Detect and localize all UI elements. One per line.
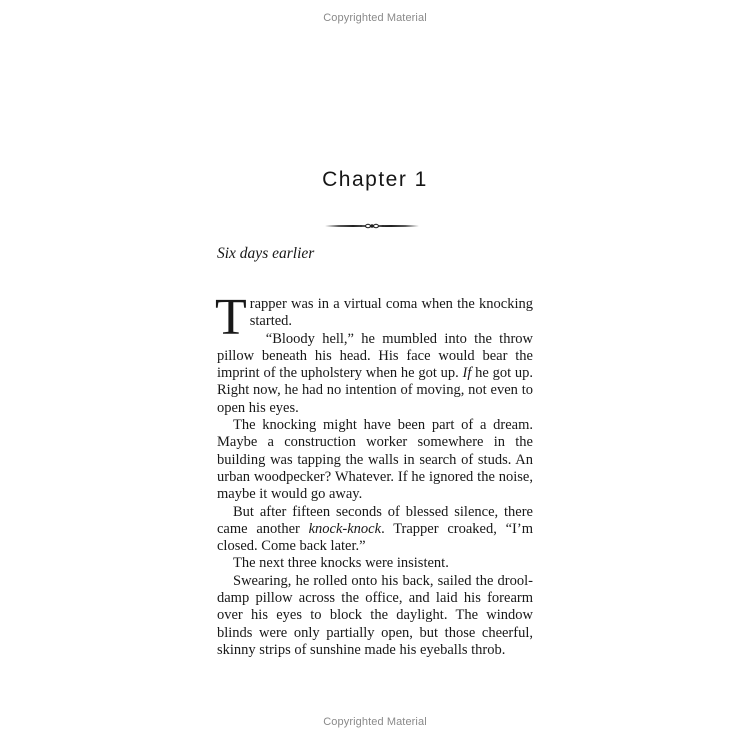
paragraph-4 <box>217 504 533 556</box>
paragraph-2-text: “Bloody hell,” he mumbled into the throw pillow beneath his head. His face would bear the imprint of the upholstery when he got up. <box>217 330 533 382</box>
paragraph-4-text-after: . Trapper croaked, “I’m closed. Come back later.” <box>217 520 533 555</box>
paragraph-4-emphasis: knock-knock <box>308 520 382 537</box>
flourish-divider-icon <box>325 220 419 232</box>
paragraph-3: The knocking might have been part of a dream. Maybe a construction worker somewhere in the building was tapping the walls in search of studs. An urban woodpecker? Whatever. If he ignored the noise, maybe it would go away. <box>217 417 533 503</box>
paragraph-2 <box>217 331 533 417</box>
chapter-body <box>215 289 533 659</box>
chapter-title: Chapter 1 <box>322 168 428 191</box>
paragraph-5: The next three knocks were insistent. <box>233 555 449 572</box>
paragraph-2-emphasis: If <box>462 365 472 382</box>
chapter-subtitle: Six days earlier <box>217 245 315 262</box>
paragraph-1-text: rapper was in a virtual coma when the knocking started. <box>249 296 533 330</box>
paragraph-6: Swearing, he rolled onto his back, sailed the drool-damp pillow across the office, and laid his forearm over his eyes to block the daylight. The window blinds were only partially open, but those cheerful, skinny strips of sunshine made his eyeballs throb. <box>217 572 533 658</box>
drop-cap: T <box>215 289 247 346</box>
paragraph-4-text: But after fifteen seconds of blessed silence, there came another <box>217 503 533 537</box>
paragraph-2-text-after: he got up. Right now, he had no intention of moving, not even to open his eyes. <box>217 365 533 416</box>
copyright-notice-bottom: Copyrighted Material <box>323 716 427 728</box>
paragraph-1 <box>215 289 533 346</box>
copyright-notice-top: Copyrighted Material <box>323 12 427 24</box>
